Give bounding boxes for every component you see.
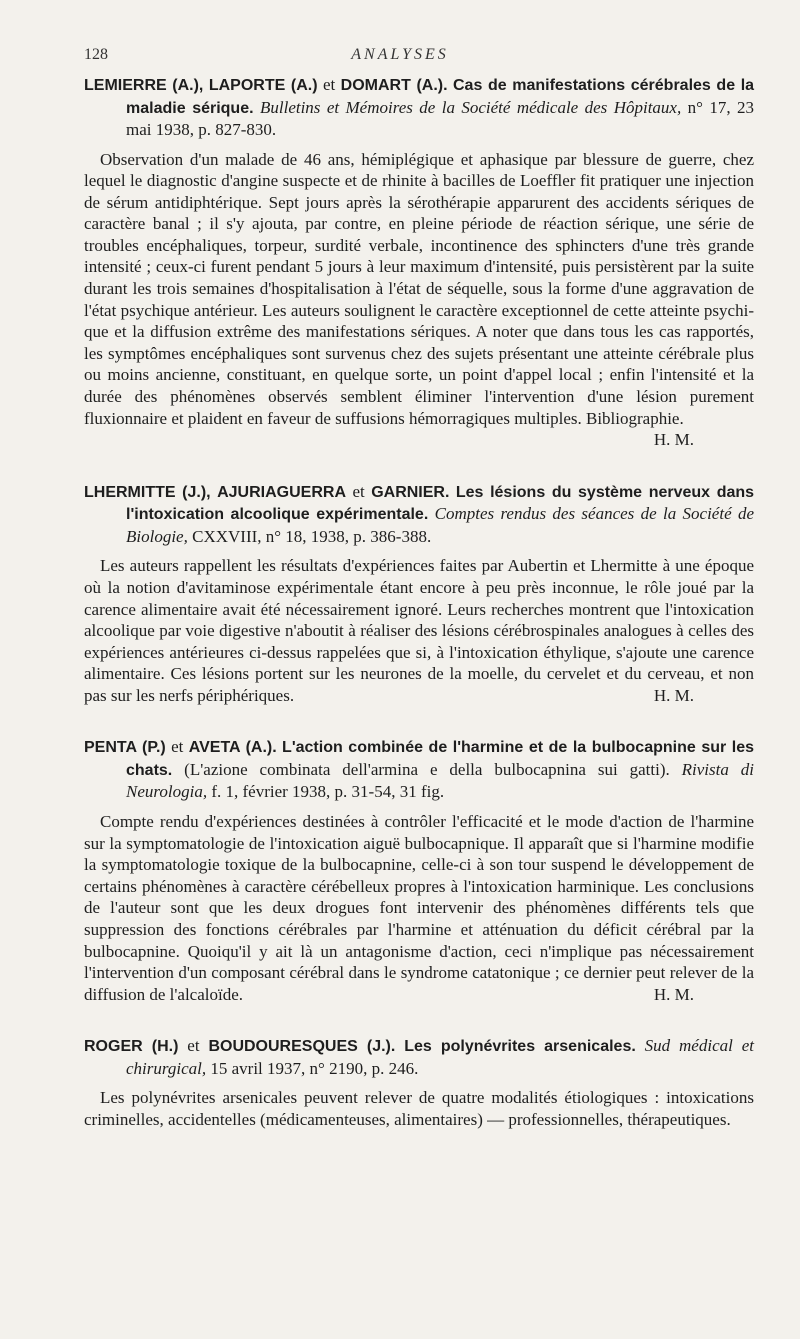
reference [84, 1035, 754, 1079]
citation: CXXVIII, n° 18, 1938, p. 386-388. [192, 526, 432, 546]
journal-name: Sud médical et chirurgical, [126, 1036, 754, 1078]
author-connector: et [322, 75, 336, 94]
page-content [84, 74, 754, 1161]
article-title: Les polynévrites arsenicales. [404, 1038, 636, 1056]
journal-name: Comptes rendus des séances de la Société de Biologie, [126, 504, 754, 546]
signature: H. M. [653, 430, 694, 450]
signature: H. M. [653, 984, 694, 1004]
signature: H. M. [653, 685, 694, 705]
journal-name: Rivista di Neurologia, [126, 759, 755, 802]
author: DOMART (A.). [340, 77, 448, 94]
article-title: Les lésions du système nerveux dans l'intoxication alcoolique expérimentale. [126, 483, 755, 524]
abstract-entry [84, 481, 754, 707]
abstract-entry [84, 736, 754, 1005]
original-title: (L'azione combinata dell'armina e della bulbocapnina sui gatti). [184, 759, 670, 779]
reference [84, 481, 754, 548]
summary-text: Les polynévrites arsenicales peuvent relever de quatre modalités étiologiques : intoxications criminelles, accidentelles (médicamenteuses, alimentaires) — professionnelles, thérapeutiques. [84, 1088, 754, 1129]
author-connector: et [352, 481, 365, 501]
reference [84, 736, 754, 803]
abstract-summary [84, 811, 754, 1005]
author-connector: et [187, 1036, 200, 1056]
article-title: L'action combinée de l'harmine et de la bulbocapnine sur les chats. [126, 739, 755, 779]
author: AJURIAGUERRA [217, 483, 346, 501]
author-connector: et [171, 737, 184, 757]
author: LHERMITTE (J.), [84, 483, 211, 501]
abstract-summary [84, 555, 754, 706]
reference [84, 74, 754, 141]
abstract-summary [84, 149, 754, 450]
author: LAPORTE (A.) [208, 77, 318, 94]
author: GARNIER. [371, 483, 450, 501]
author: PENTA (P.) [84, 739, 166, 757]
citation: f. 1, février 1938, p. 31-54, 31 fig. [211, 782, 445, 802]
citation: n° 17, 23 mai 1938, p. 827-830. [126, 97, 755, 139]
running-head [84, 46, 716, 66]
summary-text: Observation d'un malade de 46 ans, hémiplégique et aphasique par blessure de guerre, chez lequel le diagnostic d'angine suspecte et de rhinite à bacilles de Loeffler fit pratiquer une injection de sérum antidiphtérique. Sept jours après la sérothérapie apparurent des accidents sériques de caractère banal ; il s'y ajouta, par contre, en pleine période de réaction sérique, une série de troubles encéphaliques, torpeur, surdité verbale, incontinence des sphincters d'une très grande intensité ; ceux-ci furent pendant 5 jours à leur maximum d'intensité, puis persistèrent par la suite durant les trois semaines d'hospitalisation à l'état de séquelle, sous la forme d'une aggravation de l'état psychique antérieur. Les auteurs soulignent le caractère exceptionnel de cette atteinte psychique et la diffusion extrême des manifestations sériques. A noter que dans tous les cas rapportés, les symptômes encéphaliques sont survenus chez des sujets présentant une atteinte cérébrale plus ou moins ancienne, constituant, en quelque sorte, un point d'appel local ; enfin l'intensité et la durée des phénomènes observés semblent éliminer l'intervention d'une lésion purement fluxionnaire et plaident en faveur de suffusions hémorragiques multiples. Bibliographie. [84, 149, 754, 428]
page-number: 128 [84, 46, 108, 63]
author: BOUDOURESQUES (J.). [208, 1038, 396, 1056]
citation: 15 avril 1937, n° 2190, p. 246. [210, 1058, 419, 1078]
author: AVETA (A.). [188, 739, 277, 757]
article-title: Cas de manifestations cérébrales de la maladie sérique. [126, 77, 755, 117]
summary-text: Les auteurs rappellent les résultats d'expériences faites par Aubertin et Lhermitte à une époque où la notion d'avitaminose expérimentale étant encore à peu près inconnue, le rôle joué par la carence alimentaire avait été nécessairement ignoré. Leurs recherches montrent que l'intoxication alcoolique par voie digestive n'aboutit à réaliser des lésions cérébrospinales analogues à celles des expériences antérieures ci-dessus rappelées que si, à l'intoxication éthylique, s'ajoute une carence alimentaire. Ces lésions portent sur les neurones de la moelle, du cervelet et du cerveau, et non pas sur les nerfs périphériques. [84, 556, 754, 705]
author: LEMIERRE (A.), [84, 77, 204, 94]
abstract-entry [84, 1035, 754, 1130]
abstract-entry [84, 74, 754, 451]
summary-text: Compte rendu d'expériences destinées à contrôler l'efficacité et le mode d'action de l'harmine sur la symptomatologie de l'intoxication aiguë bulbocapnique. Il apparaît que si l'harmine modifie la symptomatologie toxique de la bulbocapnine, celle-ci à son tour suspend le développement de certains phénomènes à caractère cérébelleux propres à l'intoxication harminique. Les conclusions de l'auteur sont que les deux drogues font intervenir des phénomènes différents tels que suppression des fonctions cérébrales par l'harmine et atténuation du déficit cérébral par la bulbocapnine. Quoiqu'il y ait là un antagonisme d'action, ceci n'implique pas nécessairement l'intervention d'un composant cérébral dans le syndrome catatonique ; ce dernier peut relever de la diffusion de l'alcaloïde. [84, 811, 754, 1004]
section-title: ANALYSES [351, 46, 449, 63]
journal-name: Bulletins et Mémoires de la Société médicale des Hôpitaux, [259, 97, 682, 117]
author: ROGER (H.) [84, 1038, 179, 1056]
abstract-summary [84, 1087, 754, 1130]
